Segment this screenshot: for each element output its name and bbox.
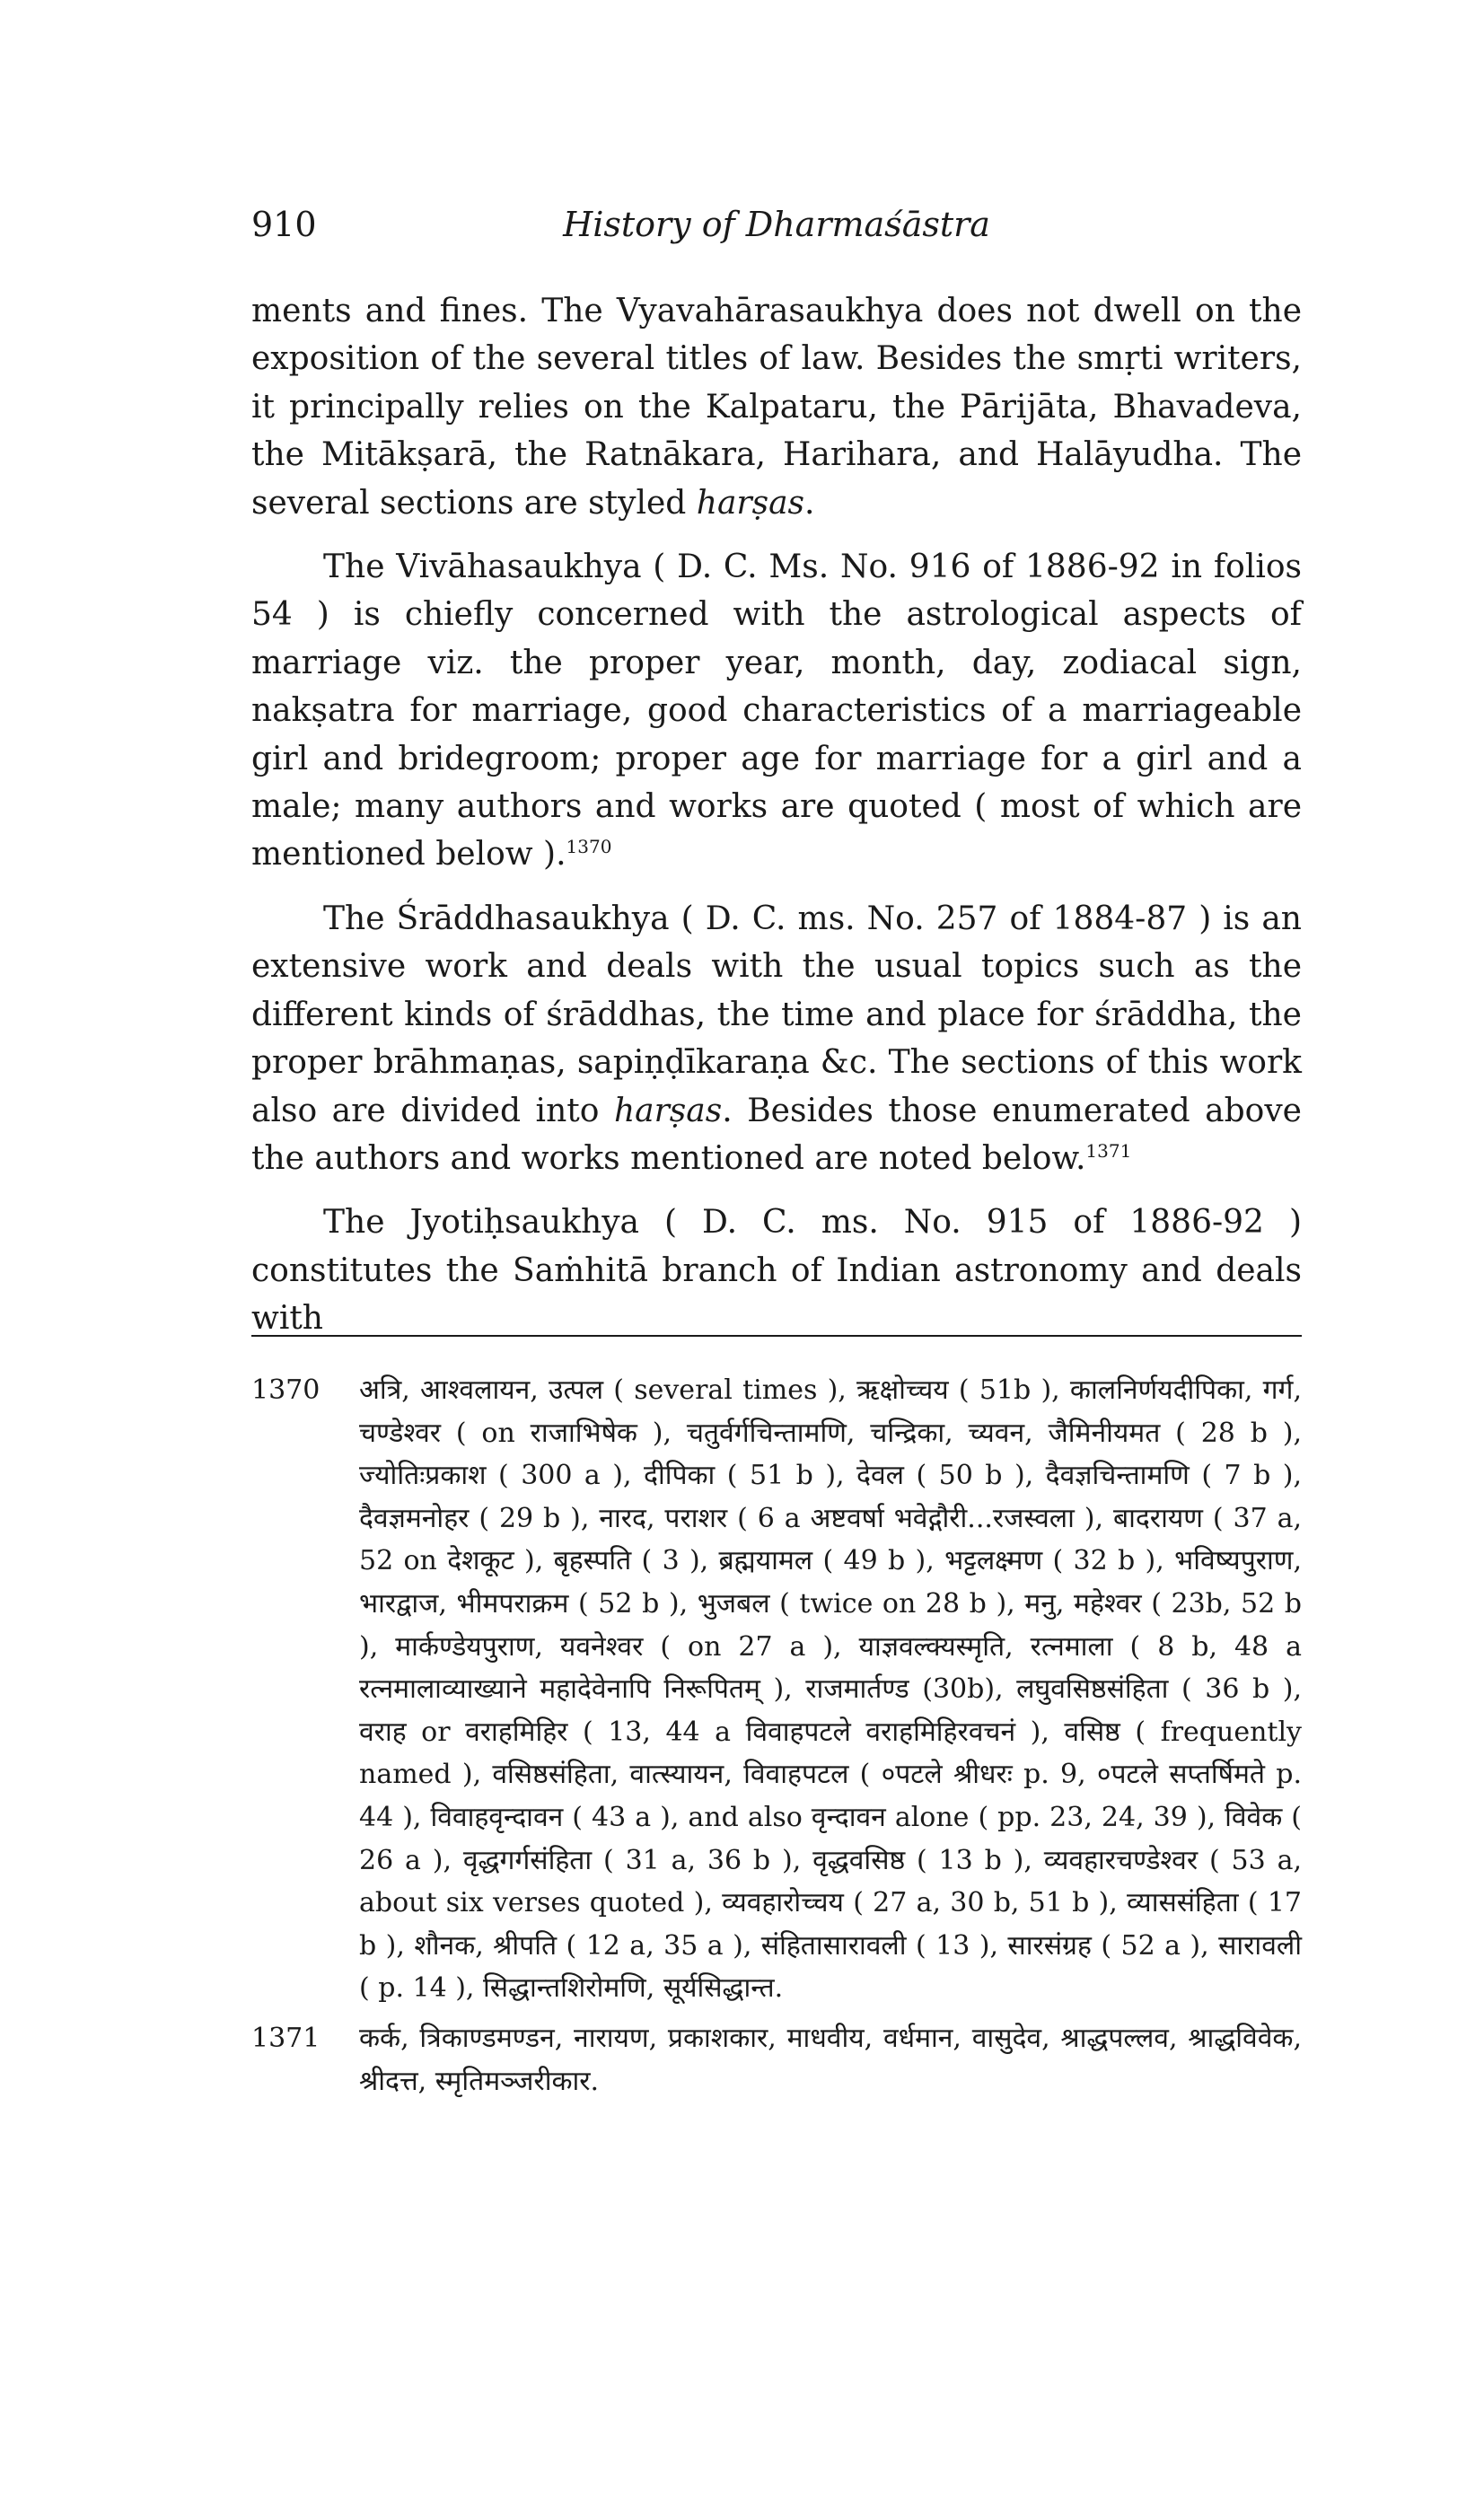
footnote-ref-1371: 1371 <box>1085 1139 1132 1162</box>
footnote-text: अत्रि, आश्वलायन, उत्पल ( several times ), ऋक्षोच्चय ( 51b ), कालनिर्णयदीपिका, गर्ग, चण्डेश्वर ( on राजाभिषेक ), चतुर्वर्गचिन्तामणि, चन्द्रिका, च्यवन, जैमिनीयमत ( 28 b ), ज्योतिःप्रकाश ( 300 a ), दीपिका ( 51 b ), देवल ( 50 b ), दैवज्ञचिन्तामणि ( 7 b ), दैवज्ञमनोहर ( 29 b ), नारद, पराशर ( 6 a अष्टवर्षा भवेद्गौरी...रजस्वला ), बादरायण ( 37 a, 52 on देशकूट ), बृहस्पति ( 3 ), ब्रह्मयामल ( 49 b ), भट्टलक्ष्मण ( 32 b ), भविष्यपुराण, भारद्वाज, भीमपराक्रम ( 52 b ), भुजबल ( twice on 28 b ), मनु, महेश्वर ( 23b, 52 b ), मार्कण्डेयपुराण, यवनेश्वर ( on 27 a ), याज्ञवल्क्यस्मृति, रत्नमाला ( 8 b, 48 a रत्नमालाव्याख्याने महादेवेनापि निरूपितम् ), राजमार्तण्ड (30b), लघुवसिष्ठसंहिता ( 36 b ), वराह or वराहमिहिर ( 13, 44 a विवाहपटले वराहमिहिरवचनं ), वसिष्ठ ( frequently named ), वसिष्ठसंहिता, वात्स्यायन, विवाहपटल ( ०पटले श्रीधरः p. 9, ०पटले सप्तर्षिमते p. 44 ), विवाहवृन्दावन ( 43 a ), and also वृन्दावन alone ( pp. 23, 24, 39 ), विवेक ( 26 a ), वृद्धगर्गसंहिता ( 31 a, 36 b ), वृद्धवसिष्ठ ( 13 b ), व्यवहारचण्डेश्वर ( 53 a, about six verses quoted ), व्यवहारोच्चय ( 27 a, 30 b, 51 b ), व्याससंहिता ( 17 b ), शौनक, श्रीपति ( 12 a, 35 a ), संहितासारावली ( 13 ), सारसंग्रह ( 52 a ), सारावली ( p. 14 ), सिद्धान्तशिरोमणि, सूर्यसिद्धान्त. <box>359 1374 1302 2005</box>
paragraph-text: ments and fines. The Vyavahārasaukhya does not dwell on the exposition of the several titles of law. Besides the smṛti writers, it principally relies on the Kalpataru, the Pārijāta, Bhavadeva, the Mitākṣarā, the Ratnākara, Harihara, and Halāyudha. The several sections are styled <box>251 293 1302 522</box>
paragraph-jyotih <box>251 1198 1302 1342</box>
footnote-ref-1370: 1370 <box>566 836 612 858</box>
body-text <box>251 287 1302 1359</box>
paragraph-sraddha <box>251 895 1302 1182</box>
paragraph-text: . <box>804 484 815 522</box>
running-head <box>251 205 1302 259</box>
paragraph-text: The Vivāhasaukhya ( D. C. Ms. No. 916 of 1886-92 in folios 54 ) is chiefly concerned with the astrological aspects of marriage viz. the proper year, month, day, zodiacal sign, nakṣatra for marriage, good characteristics of a marriageable girl and bridegroom; proper age for marriage for a girl and a male; many authors and works are quoted ( most of which are mentioned below ). <box>251 549 1302 874</box>
footnotes <box>251 1369 1302 2110</box>
footnote-1371 <box>251 2017 1302 2103</box>
running-title: History of Dharmaśāstra <box>563 205 990 244</box>
paragraph-text: The Śrāddhasaukhya ( D. C. ms. No. 257 of 1884-87 ) is an extensive work and deals with the usual topics such as the different kinds of śrāddhas, the time and place for śrāddha, the proper brāhmaṇas, sapiṇḍīkaraṇa &c. The sections of this work also are divided into <box>251 900 1302 1129</box>
italic-term: harṣas <box>613 1092 723 1129</box>
footnote-number: 1370 <box>251 1374 321 1406</box>
page-number: 910 <box>251 205 317 244</box>
footnote-1370 <box>251 1369 1302 2010</box>
footnote-divider <box>251 1335 1302 1337</box>
footnote-number: 1371 <box>251 2022 321 2054</box>
paragraph-text: The Jyotiḥsaukhya ( D. C. ms. No. 915 of 1886-92 ) constitutes the Saṁhitā branch of Indian astronomy and deals with <box>251 1204 1302 1338</box>
italic-term: harṣas <box>696 484 805 522</box>
paragraph-text: . Besides those enumerated above the authors and works mentioned are noted below. <box>251 1092 1302 1177</box>
paragraph-vyavahara <box>251 287 1302 527</box>
footnote-text: कर्क, त्रिकाण्डमण्डन, नारायण, प्रकाशकार, माधवीय, वर्धमान, वासुदेव, श्राद्धपल्लव, श्राद्धविवेक, श्रीदत्त, स्मृतिमञ्जरीकार. <box>359 2022 1302 2097</box>
paragraph-vivaha <box>251 543 1302 879</box>
